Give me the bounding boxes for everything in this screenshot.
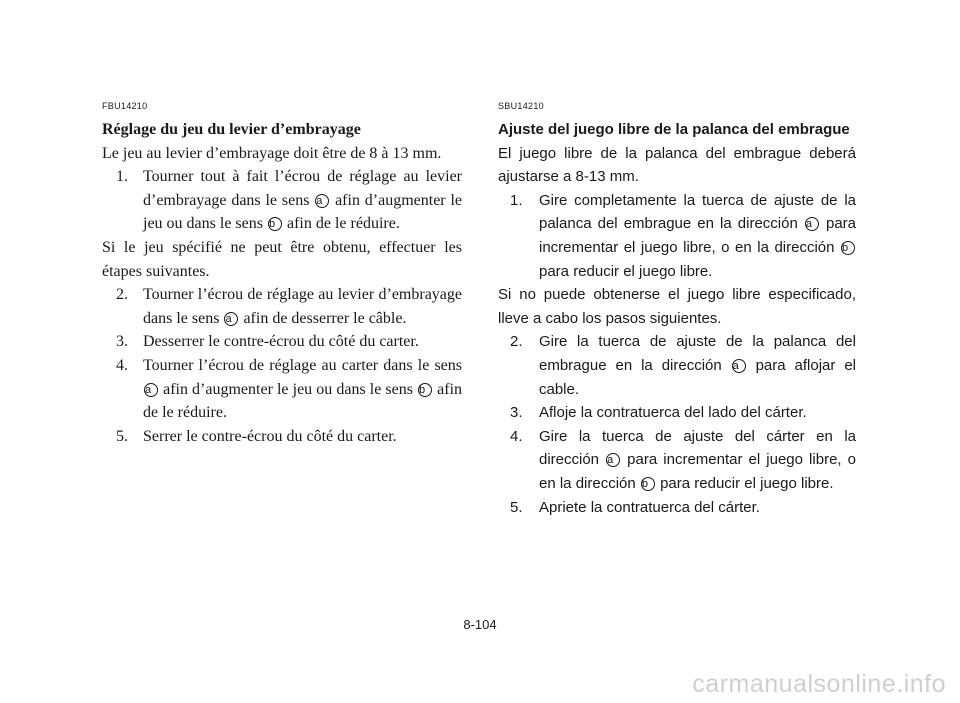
- step-text: Gire la tuerca de ajuste de la palanca del embrague en la dirección: [539, 333, 856, 374]
- circled-marker-a: a: [732, 359, 746, 373]
- step-number: 4.: [510, 427, 523, 445]
- circled-marker-a: a: [606, 453, 620, 467]
- section-code: SBU14210: [498, 101, 544, 111]
- circled-marker-a: a: [144, 383, 158, 397]
- step-item: [498, 496, 856, 520]
- step-number: 5.: [510, 498, 523, 516]
- step-number: 3.: [116, 333, 128, 351]
- circled-marker-a: a: [315, 194, 329, 208]
- circled-marker-a: a: [805, 217, 819, 231]
- step-number: 2.: [510, 333, 523, 351]
- step-text: Apriete la contratuerca del cárter.: [539, 498, 760, 516]
- intro-paragraph: Le jeu au levier d’embrayage doit être de 8 à 13 mm.: [102, 144, 442, 162]
- step-text: Afloje la contratuerca del lado del cárter.: [539, 404, 807, 422]
- step-number: 5.: [116, 427, 128, 445]
- note-paragraph: Si le jeu spécifié ne peut être obtenu, effectuer les étapes suivantes.: [102, 238, 462, 280]
- intro-paragraph: El juego libre de la palanca del embrague deberá ajustarse a 8-13 mm.: [498, 144, 856, 186]
- step-text: afin d’augmenter le jeu ou dans le sens: [143, 191, 463, 233]
- step-text: Gire completamente la tuerca de ajuste de la palanca del embrague en la dirección: [539, 191, 856, 233]
- step-item: [498, 189, 856, 283]
- step-item: [102, 165, 462, 236]
- section-title: Réglage du jeu du levier d’embrayage: [102, 121, 361, 138]
- step-item: [102, 354, 462, 425]
- step-text: afin de desserrer le câble.: [239, 309, 407, 327]
- spanish-column: [498, 100, 856, 519]
- step-text: Gire la tuerca de ajuste del cárter en la dirección: [539, 427, 856, 469]
- step-text: para incrementar el juego libre, o en la dirección: [539, 215, 856, 256]
- step-text: para aflojar el cable.: [539, 356, 856, 398]
- circled-marker-b: b: [268, 217, 282, 231]
- step-text: Tourner tout à fait l’écrou de réglage au levier d’embrayage dans le sens: [143, 168, 462, 209]
- circled-marker-b: b: [641, 477, 655, 491]
- step-text: afin d’augmenter le jeu ou dans le sens: [159, 380, 418, 398]
- step-text: Desserrer le contre-écrou du côté du carter.: [143, 333, 419, 351]
- step-text: Serrer le contre-écrou du côté du carter.: [143, 427, 397, 445]
- step-number: 3.: [510, 404, 523, 422]
- circled-marker-b: b: [841, 241, 855, 255]
- step-text: Tourner l’écrou de réglage au levier d’embrayage dans le sens: [143, 286, 462, 327]
- step-item: [102, 283, 462, 330]
- step-text: para reducir el juego libre.: [655, 474, 834, 492]
- page-number: 8-104: [463, 617, 497, 632]
- circled-marker-a: a: [224, 312, 238, 326]
- circled-marker-b: b: [418, 383, 432, 397]
- note-paragraph: Si no puede obtenerse el juego libre especificado, lleve a cabo los pasos siguientes.: [498, 286, 856, 327]
- step-text: afin de le réduire.: [282, 215, 400, 233]
- watermark: carmanualsonline.info: [692, 670, 946, 698]
- step-text: afin de le réduire.: [143, 380, 463, 422]
- step-number: 4.: [116, 356, 128, 374]
- step-number: 1.: [116, 168, 128, 186]
- step-number: 1.: [510, 191, 523, 209]
- step-text: para incrementar el juego libre, o en la dirección: [539, 451, 856, 492]
- step-text: Tourner l’écrou de réglage au carter dans le sens: [143, 356, 462, 374]
- step-item: [102, 330, 462, 354]
- step-item: [498, 330, 856, 401]
- step-item: [102, 425, 462, 449]
- french-column: [102, 100, 462, 448]
- step-number: 2.: [116, 286, 128, 304]
- section-title: Ajuste del juego libre de la palanca del embrague: [498, 121, 850, 138]
- step-text: para reducir el juego libre.: [539, 262, 713, 280]
- section-code: FBU14210: [102, 101, 148, 111]
- step-item: [498, 401, 856, 425]
- step-item: [498, 425, 856, 496]
